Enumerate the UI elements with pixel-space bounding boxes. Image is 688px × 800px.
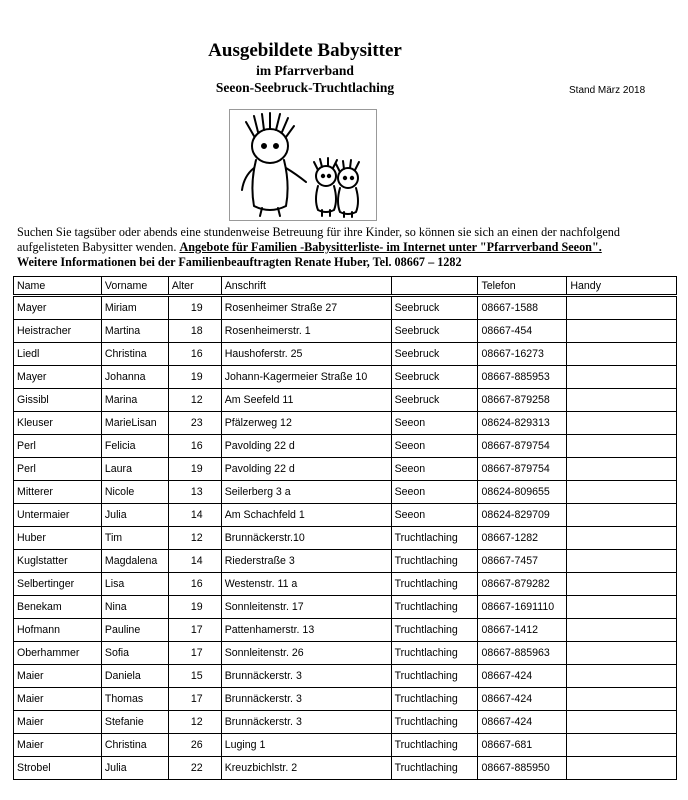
cell-alter: 12 [168, 389, 221, 412]
cell-handy [567, 320, 677, 343]
cell-anschrift: Brunnäckerstr. 3 [221, 711, 391, 734]
cell-telefon: 08667-885963 [478, 642, 567, 665]
cell-handy [567, 458, 677, 481]
table-row [14, 412, 677, 435]
cell-telefon: 08624-809655 [478, 481, 567, 504]
cell-handy [567, 573, 677, 596]
cell-name: Liedl [14, 343, 102, 366]
cell-anschrift: Westenstr. 11 a [221, 573, 391, 596]
table-row [14, 504, 677, 527]
cell-vorname: Nicole [101, 481, 168, 504]
cell-telefon: 08667-424 [478, 711, 567, 734]
intro-line-2 [17, 240, 657, 255]
cell-vorname: MarieLisan [101, 412, 168, 435]
column-header-ort [391, 277, 478, 296]
cell-alter: 19 [168, 458, 221, 481]
table-row [14, 389, 677, 412]
cell-alter: 16 [168, 435, 221, 458]
cell-ort: Truchtlaching [391, 573, 478, 596]
cell-handy [567, 619, 677, 642]
document-header [170, 40, 440, 96]
internet-offer-link[interactable]: Angebote für Familien -Babysitterliste- im Internet unter "Pfarrverband Seeon". [179, 240, 602, 254]
cell-name: Untermaier [14, 504, 102, 527]
cell-anschrift: Am Schachfeld 1 [221, 504, 391, 527]
cell-anschrift: Riederstraße 3 [221, 550, 391, 573]
cell-alter: 14 [168, 550, 221, 573]
cell-vorname: Pauline [101, 619, 168, 642]
cell-anschrift: Pavolding 22 d [221, 435, 391, 458]
cell-anschrift: Kreuzbichlstr. 2 [221, 757, 391, 780]
cell-ort: Truchtlaching [391, 757, 478, 780]
cell-telefon: 08667-1282 [478, 527, 567, 550]
cell-anschrift: Sonnleitenstr. 26 [221, 642, 391, 665]
cell-telefon: 08667-1588 [478, 296, 567, 320]
cell-telefon: 08667-885953 [478, 366, 567, 389]
page-region: Seeon-Seebruck-Truchtlaching [215, 80, 395, 95]
cell-anschrift: Seilerberg 3 a [221, 481, 391, 504]
cell-handy [567, 527, 677, 550]
cell-vorname: Julia [101, 504, 168, 527]
cell-alter: 16 [168, 573, 221, 596]
table-row [14, 366, 677, 389]
cell-anschrift: Pattenhamerstr. 13 [221, 619, 391, 642]
cell-name: Gissibl [14, 389, 102, 412]
cell-handy [567, 596, 677, 619]
table-row [14, 711, 677, 734]
stand-date: Stand März 2018 [569, 85, 646, 96]
table-row [14, 320, 677, 343]
cell-ort: Seeon [391, 412, 478, 435]
cell-ort: Seeon [391, 481, 478, 504]
cell-telefon: 08667-885950 [478, 757, 567, 780]
cell-anschrift: Am Seefeld 11 [221, 389, 391, 412]
intro-text [17, 225, 657, 270]
table-row [14, 642, 677, 665]
column-header-alter: Alter [168, 277, 221, 296]
cell-name: Perl [14, 458, 102, 481]
cell-ort: Truchtlaching [391, 596, 478, 619]
contact-info: Weitere Informationen bei der Familienbeauftragten Renate Huber, Tel. 08667 – 1282 [17, 255, 462, 269]
cell-telefon: 08624-829313 [478, 412, 567, 435]
cell-name: Benekam [14, 596, 102, 619]
table-row [14, 435, 677, 458]
column-header-telefon: Telefon [478, 277, 567, 296]
table-row [14, 481, 677, 504]
cell-name: Kuglstatter [14, 550, 102, 573]
cell-anschrift: Haushoferstr. 25 [221, 343, 391, 366]
cell-ort: Seeon [391, 435, 478, 458]
cell-name: Mayer [14, 296, 102, 320]
cell-handy [567, 550, 677, 573]
cell-alter: 12 [168, 527, 221, 550]
cell-ort: Seebruck [391, 366, 478, 389]
cell-handy [567, 412, 677, 435]
cell-anschrift: Sonnleitenstr. 17 [221, 596, 391, 619]
cell-alter: 26 [168, 734, 221, 757]
cell-name: Selbertinger [14, 573, 102, 596]
cell-handy [567, 688, 677, 711]
babysitter-table [13, 276, 677, 780]
cell-alter: 18 [168, 320, 221, 343]
cell-alter: 23 [168, 412, 221, 435]
cell-ort: Seeon [391, 504, 478, 527]
cell-ort: Seebruck [391, 389, 478, 412]
table-row [14, 665, 677, 688]
cell-vorname: Lisa [101, 573, 168, 596]
cell-ort: Truchtlaching [391, 619, 478, 642]
cell-alter: 19 [168, 596, 221, 619]
cell-alter: 17 [168, 688, 221, 711]
cell-alter: 17 [168, 619, 221, 642]
cell-anschrift: Luging 1 [221, 734, 391, 757]
cell-alter: 19 [168, 296, 221, 320]
cell-alter: 15 [168, 665, 221, 688]
table-row [14, 619, 677, 642]
cell-ort: Truchtlaching [391, 711, 478, 734]
intro-line-2-text: aufgelisteten Babysitter wenden. [17, 240, 177, 254]
cell-name: Kleuser [14, 412, 102, 435]
cell-handy [567, 734, 677, 757]
cell-name: Maier [14, 688, 102, 711]
cell-handy [567, 504, 677, 527]
cell-ort: Truchtlaching [391, 734, 478, 757]
cell-anschrift: Rosenheimerstr. 1 [221, 320, 391, 343]
cell-telefon: 08667-1412 [478, 619, 567, 642]
page-subtitle: im Pfarrverband [256, 63, 354, 78]
cell-vorname: Daniela [101, 665, 168, 688]
cell-vorname: Felicia [101, 435, 168, 458]
cell-handy [567, 711, 677, 734]
cell-name: Maier [14, 734, 102, 757]
cell-alter: 22 [168, 757, 221, 780]
cell-handy [567, 757, 677, 780]
cell-name: Mitterer [14, 481, 102, 504]
cell-handy [567, 481, 677, 504]
table-row [14, 688, 677, 711]
cell-alter: 14 [168, 504, 221, 527]
cell-vorname: Miriam [101, 296, 168, 320]
cell-ort: Truchtlaching [391, 527, 478, 550]
cell-vorname: Marina [101, 389, 168, 412]
table-header-row [14, 277, 677, 296]
cell-telefon: 08667-7457 [478, 550, 567, 573]
table-row [14, 296, 677, 320]
cell-handy [567, 389, 677, 412]
cell-name: Maier [14, 711, 102, 734]
cell-handy [567, 296, 677, 320]
column-header-handy: Handy [567, 277, 677, 296]
cell-vorname: Johanna [101, 366, 168, 389]
table-row [14, 343, 677, 366]
cell-vorname: Julia [101, 757, 168, 780]
cell-ort: Seebruck [391, 343, 478, 366]
column-header-vorname: Vorname [101, 277, 168, 296]
cell-anschrift: Pavolding 22 d [221, 458, 391, 481]
cell-anschrift: Johann-Kagermeier Straße 10 [221, 366, 391, 389]
cell-telefon: 08667-16273 [478, 343, 567, 366]
cell-vorname: Laura [101, 458, 168, 481]
cell-anschrift: Pfälzerweg 12 [221, 412, 391, 435]
cell-ort: Seebruck [391, 320, 478, 343]
cell-ort: Seebruck [391, 296, 478, 320]
cell-telefon: 08667-424 [478, 688, 567, 711]
cell-telefon: 08667-879282 [478, 573, 567, 596]
table-row [14, 527, 677, 550]
cell-vorname: Martina [101, 320, 168, 343]
cell-handy [567, 642, 677, 665]
cell-anschrift: Rosenheimer Straße 27 [221, 296, 391, 320]
cell-telefon: 08667-454 [478, 320, 567, 343]
cell-vorname: Nina [101, 596, 168, 619]
cell-vorname: Stefanie [101, 711, 168, 734]
cell-telefon: 08667-879754 [478, 458, 567, 481]
children-drawing-icon [229, 109, 377, 221]
cell-handy [567, 366, 677, 389]
page-title: Ausgebildete Babysitter [208, 40, 402, 61]
column-header-name: Name [14, 277, 102, 296]
cell-vorname: Magdalena [101, 550, 168, 573]
cell-name: Oberhammer [14, 642, 102, 665]
cell-name: Hofmann [14, 619, 102, 642]
cell-name: Maier [14, 665, 102, 688]
cell-vorname: Christina [101, 734, 168, 757]
cell-ort: Seeon [391, 458, 478, 481]
cell-alter: 16 [168, 343, 221, 366]
cell-telefon: 08667-1691110 [478, 596, 567, 619]
cell-telefon: 08667-879258 [478, 389, 567, 412]
table-row [14, 550, 677, 573]
cell-name: Perl [14, 435, 102, 458]
cell-telefon: 08667-681 [478, 734, 567, 757]
cell-ort: Truchtlaching [391, 642, 478, 665]
cell-ort: Truchtlaching [391, 550, 478, 573]
cell-telefon: 08667-879754 [478, 435, 567, 458]
table-row [14, 734, 677, 757]
cell-handy [567, 435, 677, 458]
cell-anschrift: Brunnäckerstr. 3 [221, 665, 391, 688]
cell-vorname: Christina [101, 343, 168, 366]
cell-alter: 13 [168, 481, 221, 504]
table-row [14, 596, 677, 619]
cell-ort: Truchtlaching [391, 665, 478, 688]
table-row [14, 573, 677, 596]
cell-vorname: Tim [101, 527, 168, 550]
cell-handy [567, 343, 677, 366]
cell-anschrift: Brunnäckerstr. 3 [221, 688, 391, 711]
cell-anschrift: Brunnäckerstr.10 [221, 527, 391, 550]
cell-ort: Truchtlaching [391, 688, 478, 711]
table-row [14, 458, 677, 481]
cell-telefon: 08667-424 [478, 665, 567, 688]
cell-telefon: 08624-829709 [478, 504, 567, 527]
cell-handy [567, 665, 677, 688]
cell-alter: 19 [168, 366, 221, 389]
cell-name: Mayer [14, 366, 102, 389]
table-row [14, 757, 677, 780]
cell-vorname: Thomas [101, 688, 168, 711]
cell-name: Huber [14, 527, 102, 550]
cell-name: Heistracher [14, 320, 102, 343]
cell-alter: 12 [168, 711, 221, 734]
cell-vorname: Sofia [101, 642, 168, 665]
cell-name: Strobel [14, 757, 102, 780]
column-header-anschrift: Anschrift [221, 277, 391, 296]
intro-line-1: Suchen Sie tagsüber oder abends eine stundenweise Betreuung für ihre Kinder, so können sie sich an einen der nachfolgend [17, 225, 620, 239]
cell-alter: 17 [168, 642, 221, 665]
